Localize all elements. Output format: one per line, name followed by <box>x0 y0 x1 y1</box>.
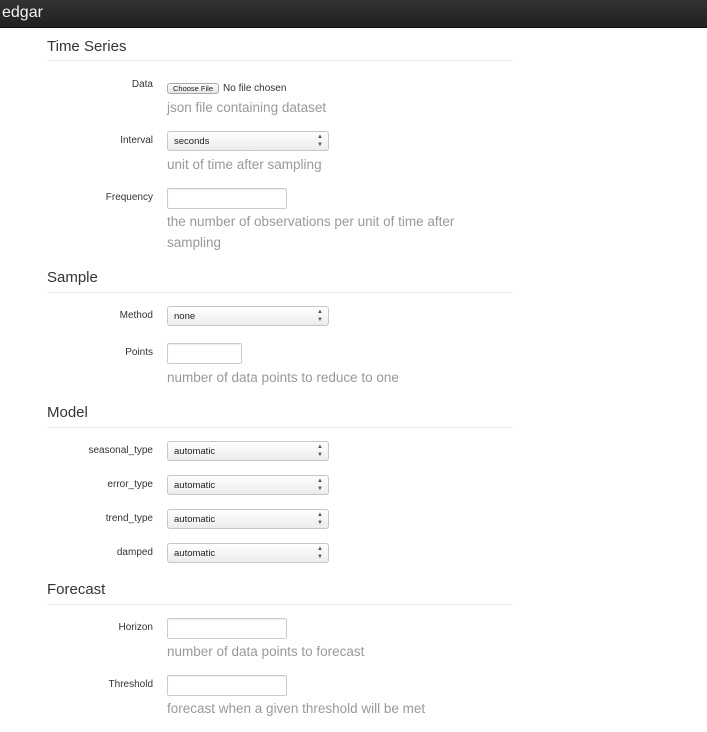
interval-value: seconds <box>174 136 210 147</box>
navbar <box>0 0 707 28</box>
section-title-time-series: Time Series <box>47 38 127 55</box>
method-select[interactable] <box>167 306 329 326</box>
points-input[interactable] <box>167 343 242 364</box>
select-arrows-icon: ▲ ▼ <box>317 512 323 526</box>
data-label: Data <box>131 79 153 90</box>
frequency-input[interactable] <box>167 188 287 209</box>
interval-help: unit of time after sampling <box>167 157 322 172</box>
select-arrows-icon: ▲ ▼ <box>317 309 323 323</box>
frequency-label: Frequency <box>105 192 153 203</box>
section-divider <box>47 60 513 61</box>
threshold-label: Threshold <box>108 679 153 690</box>
horizon-label: Horizon <box>118 622 153 633</box>
trend-type-select[interactable] <box>167 509 329 529</box>
select-arrows-icon: ▲ ▼ <box>317 134 323 148</box>
data-help: json file containing dataset <box>167 100 327 115</box>
threshold-help: forecast when a given threshold will be met <box>167 701 426 716</box>
section-title-forecast: Forecast <box>47 581 106 598</box>
error-type-value: automatic <box>174 480 216 491</box>
section-title-model: Model <box>47 404 88 421</box>
interval-label: Interval <box>120 135 153 146</box>
horizon-help: number of data points to forecast <box>167 644 365 659</box>
error-type-label: error_type <box>107 479 153 490</box>
select-arrows-icon: ▲ ▼ <box>317 478 323 492</box>
section-divider <box>47 292 513 293</box>
section-divider <box>47 604 513 605</box>
file-status: No file chosen <box>223 83 287 95</box>
method-label: Method <box>119 310 153 321</box>
points-help: number of data points to reduce to one <box>167 370 399 385</box>
trend-type-label: trend_type <box>105 513 153 524</box>
threshold-input[interactable] <box>167 675 287 696</box>
select-arrows-icon: ▲ ▼ <box>317 444 323 458</box>
frequency-help: the number of observations per unit of time after sampling <box>167 214 455 250</box>
interval-select[interactable] <box>167 131 329 151</box>
data-file-input[interactable] <box>167 80 287 95</box>
trend-type-value: automatic <box>174 514 216 525</box>
damped-value: automatic <box>174 548 216 559</box>
seasonal-type-select[interactable] <box>167 441 329 461</box>
section-divider <box>47 427 513 428</box>
damped-label: damped <box>116 547 153 558</box>
method-value: none <box>174 311 196 322</box>
horizon-input[interactable] <box>167 618 287 639</box>
seasonal-type-value: automatic <box>174 446 216 457</box>
select-arrows-icon: ▲ ▼ <box>317 546 323 560</box>
points-label: Points <box>125 347 153 358</box>
damped-select[interactable] <box>167 543 329 563</box>
choose-file-button[interactable]: Choose File <box>167 83 219 94</box>
brand-link[interactable]: edgar <box>2 4 43 21</box>
section-title-sample: Sample <box>47 269 98 286</box>
seasonal-type-label: seasonal_type <box>88 445 153 456</box>
error-type-select[interactable] <box>167 475 329 495</box>
